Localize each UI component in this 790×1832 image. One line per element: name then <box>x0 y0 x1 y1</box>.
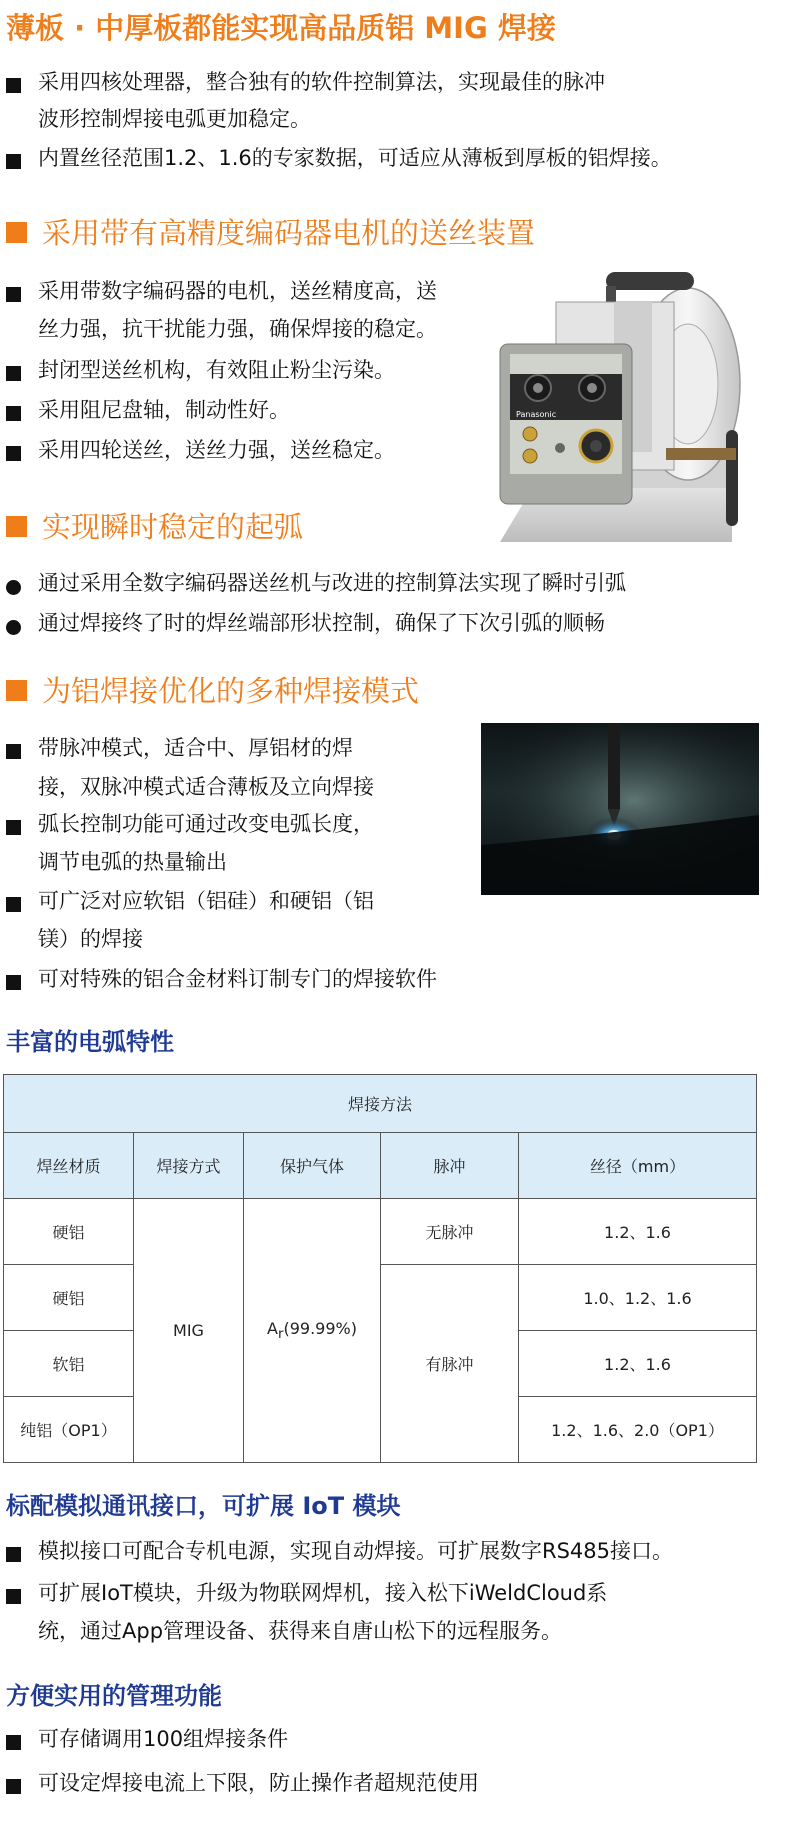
feeder-4-line-1: 采用四轮送丝，送丝力强，送丝稳定。 <box>38 438 395 462</box>
wire-feeder-drawing <box>496 262 758 546</box>
bullet-icon <box>6 366 21 381</box>
cell-diameter: 1.2、1.6 <box>519 1331 757 1397</box>
cell-material: 硬铝 <box>4 1265 134 1331</box>
col-header-pulse: 脉冲 <box>381 1133 519 1199</box>
table-caption-row <box>4 1075 757 1133</box>
section-marker-icon <box>6 516 27 537</box>
arc-start-2: 通过焊接终了时的焊丝端部形状控制，确保了下次引弧的顺畅 <box>38 611 605 635</box>
bullet-icon <box>6 975 21 990</box>
modes-4-line-1: 可对特殊的铝合金材料订制专门的焊接软件 <box>38 967 437 991</box>
cell-material: 纯铝（OP1） <box>4 1397 134 1463</box>
arc-start-1: 通过采用全数字编码器送丝机与改进的控制算法实现了瞬时引弧 <box>38 571 626 595</box>
cell-material: 硬铝 <box>4 1199 134 1265</box>
bullet-icon <box>6 1547 21 1562</box>
interface-2-line-2: 统，通过App管理设备、获得来自唐山松下的远程服务。 <box>38 1619 563 1643</box>
cell-material: 软铝 <box>4 1331 134 1397</box>
col-header-material: 焊丝材质 <box>4 1133 134 1199</box>
cell-diameter: 1.0、1.2、1.6 <box>519 1265 757 1331</box>
cell-pulse-none: 无脉冲 <box>381 1199 519 1265</box>
feeder-heading: 采用带有高精度编码器电机的送丝装置 <box>42 216 536 250</box>
modes-1-line-1: 带脉冲模式，适合中、厚铝材的焊 <box>38 736 353 760</box>
cell-pulse-yes: 有脉冲 <box>381 1265 519 1463</box>
feeder-3-line-1: 采用阻尼盘轴，制动性好。 <box>38 398 290 422</box>
section-marker-icon <box>6 222 27 243</box>
bullet-icon <box>6 1735 21 1750</box>
welding-arc-drawing <box>481 723 759 895</box>
arc-table-heading: 丰富的电弧特性 <box>6 1028 174 1056</box>
feeder-2-line-1: 封闭型送丝机构，有效阻止粉尘污染。 <box>38 358 395 382</box>
col-header-gas: 保护气体 <box>244 1133 381 1199</box>
bullet-icon <box>6 820 21 835</box>
cell-gas <box>244 1199 381 1463</box>
page-title: 薄板 · 中厚板都能实现高品质铝 MIG 焊接 <box>6 11 556 45</box>
intro-1-line-1: 采用四核处理器，整合独有的软件控制算法，实现最佳的脉冲 <box>38 70 605 94</box>
feeder-1-line-2: 丝力强，抗干扰能力强，确保焊接的稳定。 <box>38 317 437 341</box>
col-header-diameter: 丝径（mm） <box>519 1133 757 1199</box>
col-header-method: 焊接方式 <box>134 1133 244 1199</box>
bullet-icon <box>6 446 21 461</box>
intro-1-line-2: 波形控制焊接电弧更加稳定。 <box>38 107 311 131</box>
modes-heading: 为铝焊接优化的多种焊接模式 <box>42 674 420 708</box>
modes-3-line-2: 镁）的焊接 <box>38 927 143 951</box>
management-heading: 方便实用的管理功能 <box>6 1682 222 1710</box>
bullet-icon <box>6 287 21 302</box>
bullet-dot-icon <box>6 620 21 635</box>
bullet-dot-icon <box>6 580 21 595</box>
bullet-icon <box>6 406 21 421</box>
welding-arc-image <box>481 723 759 895</box>
bullet-icon <box>6 78 21 93</box>
arc-characteristics-table <box>3 1074 757 1463</box>
interface-heading: 标配模拟通讯接口，可扩展 IoT 模块 <box>6 1492 401 1520</box>
bullet-icon <box>6 897 21 912</box>
interface-2-line-1: 可扩展IoT模块，升级为物联网焊机，接入松下iWeldCloud系 <box>38 1581 608 1605</box>
table-caption: 焊接方法 <box>4 1075 757 1133</box>
interface-1-line-1: 模拟接口可配合专机电源，实现自动焊接。可扩展数字RS485接口。 <box>38 1539 674 1563</box>
feeder-1-line-1: 采用带数字编码器的电机，送丝精度高，送 <box>38 279 437 303</box>
wire-feeder-image <box>496 262 758 546</box>
gas-symbol: A <box>267 1318 278 1338</box>
bullet-icon <box>6 154 21 169</box>
section-marker-icon <box>6 680 27 701</box>
bullet-icon <box>6 1589 21 1604</box>
bullet-icon <box>6 1779 21 1794</box>
modes-2-line-2: 调节电弧的热量输出 <box>38 850 227 874</box>
intro-2-line-1: 内置丝径范围1.2、1.6的专家数据，可适应从薄板到厚板的铝焊接。 <box>38 146 672 170</box>
panel-brand-text: Panasonic <box>516 410 557 419</box>
modes-2-line-1: 弧长控制功能可通过改变电弧长度， <box>38 812 374 836</box>
table-row <box>4 1199 757 1265</box>
modes-3-line-1: 可广泛对应软铝（铝硅）和硬铝（铝 <box>38 889 374 913</box>
arc-start-heading: 实现瞬时稳定的起弧 <box>42 510 304 544</box>
cell-diameter: 1.2、1.6、2.0（OP1） <box>519 1397 757 1463</box>
cell-diameter: 1.2、1.6 <box>519 1199 757 1265</box>
gas-purity: (99.99%) <box>283 1318 357 1338</box>
management-2: 可设定焊接电流上下限，防止操作者超规范使用 <box>38 1771 479 1795</box>
table-row <box>4 1265 757 1331</box>
cell-method: MIG <box>134 1199 244 1463</box>
management-1: 可存储调用100组焊接条件 <box>38 1727 289 1751</box>
table-header-row <box>4 1133 757 1199</box>
modes-1-line-2: 接，双脉冲模式适合薄板及立向焊接 <box>38 775 374 799</box>
gas-subscript: r <box>277 1327 284 1343</box>
bullet-icon <box>6 744 21 759</box>
